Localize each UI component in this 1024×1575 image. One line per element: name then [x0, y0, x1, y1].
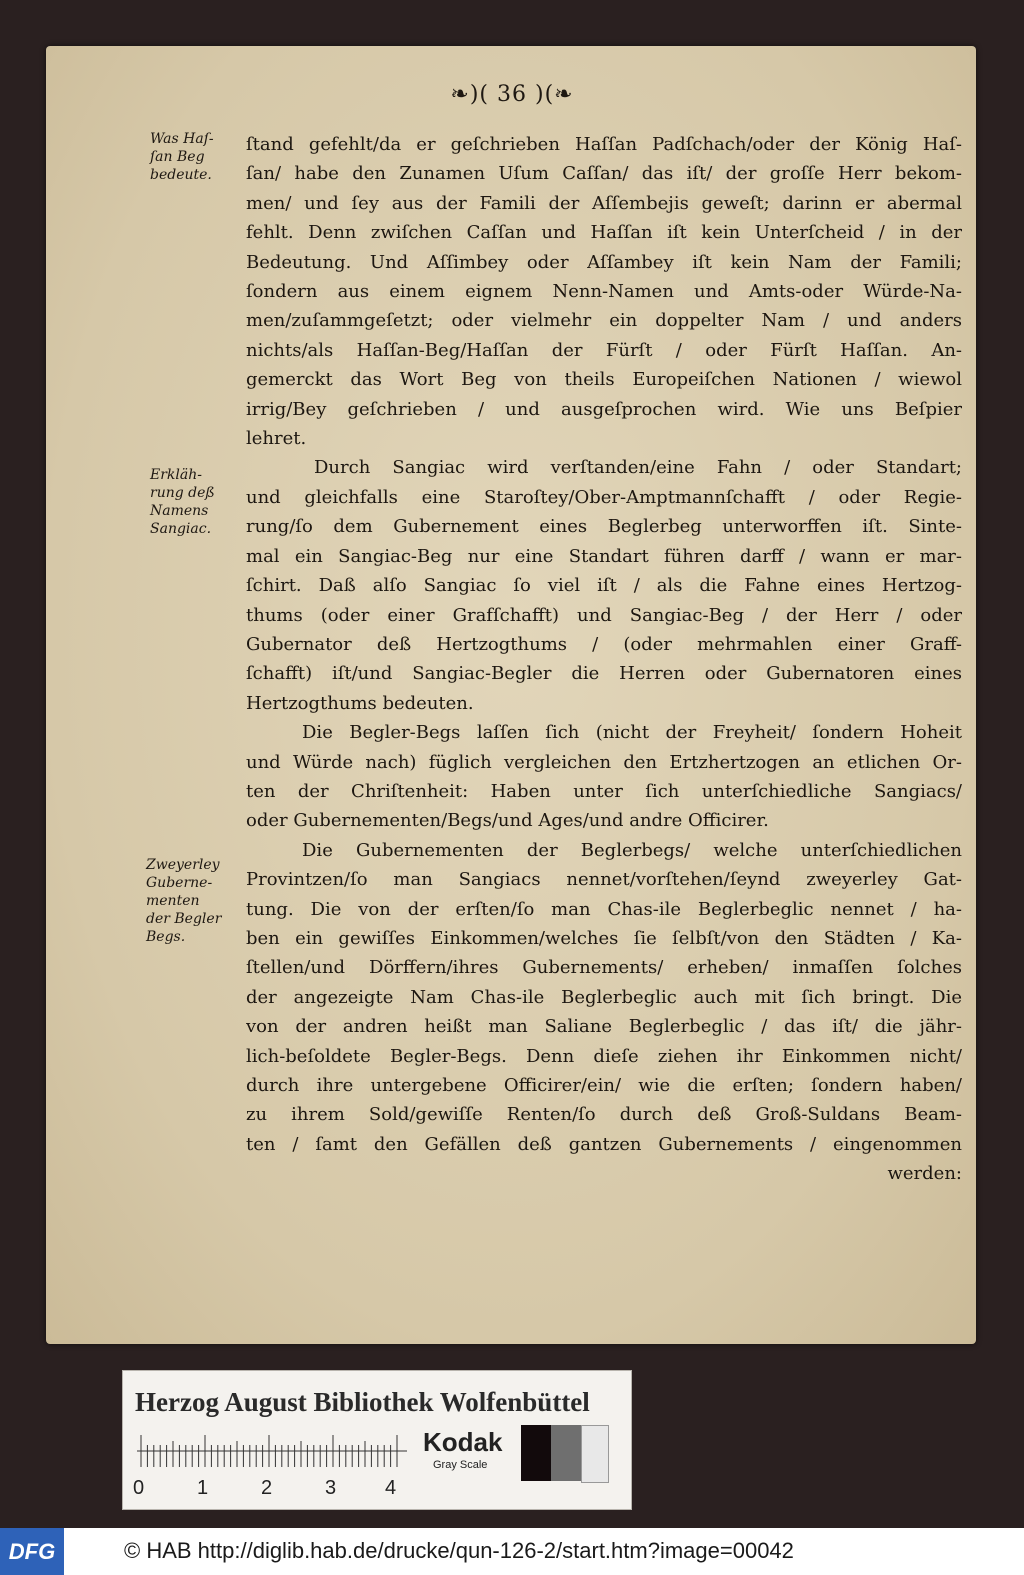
text-line: der angezeigte Nam Chas-ile Beglerbeglic auch mit ſich bringt. Die [246, 986, 962, 1008]
margin-note-3: Zweyerley Guberne- menten der Begler Begs. [146, 857, 222, 945]
text-line: gemerckt das Wort Beg von theils Europeiſchen Nationen / wiewol [246, 369, 962, 391]
text-line: ſan/ habe den Zunamen Uſum Caſſan/ das iſt/ der groſſe Herr bekom- [246, 163, 962, 185]
body-text-block-1 [246, 130, 962, 1189]
text-line: oder Gubernementen/Begs/und Ages/und andre Officirer. [246, 810, 769, 832]
text-line: tung. Die von der erſten/ſo man Chas-ile Beglerbeglic nennet / ha- [246, 898, 962, 920]
text-line: lehret. [246, 428, 307, 450]
text-line: rung/ſo dem Gubernement eines Beglerbeg unterworffen iſt. Sinte- [246, 516, 962, 538]
scale-number-2: 2 [261, 1477, 273, 1499]
text-line: Durch Sangiac wird verſtanden/eine Fahn / oder Standart; [314, 457, 962, 479]
gray-patch-black [521, 1425, 551, 1481]
text-line: von der andren heißt man Saliane Beglerbeglic / das iſt/ die jähr- [246, 1016, 962, 1038]
gray-patch-mid [551, 1425, 581, 1481]
dfg-logo: DFG [0, 1528, 64, 1575]
text-line: ſtellen/und Dörffern/ihres Gubernements/ erheben/ inmaſſen ſolches [246, 957, 962, 979]
viewer-footer [0, 1528, 1024, 1575]
text-line: men/ und ſey aus der Famili der Aſſembejis geweſt; darinn er abermal [246, 192, 962, 214]
text-line: ſchirt. Daß alſo Sangiac ſo viel iſt / als die Fahne eines Hertzog- [246, 575, 962, 597]
text-line: fehlt. Denn zwiſchen Caſſan und Haſſan iſt kein Unterſcheid / in der [246, 222, 962, 244]
text-line: Provintzen/ſo man Sangiacs nennet/vorſtehen/ſeynd zweyerley Gat- [246, 869, 962, 891]
text-line: ſtand gefehlt/da er geſchrieben Haſſan Padſchach/oder der König Haſ- [246, 134, 962, 155]
text-line: Bedeutung. Und Aſſimbey oder Aſſambey iſt kein Nam der Famili; [246, 251, 962, 273]
text-line: Gubernator deß Hertzogthums / (oder mehrmahlen einer Graff- [246, 633, 962, 655]
text-line: irrig/Bey geſchrieben / und ausgeſprochen wird. Wie uns Beſpier [246, 398, 962, 420]
scale-number-3: 3 [325, 1477, 337, 1499]
text-line: ten der Chriſtenheit: Haben unter ſich unterſchiedliche Sangiacs/ [246, 780, 962, 802]
kodak-logo: Kodak [423, 1427, 503, 1457]
text-line: mal ein Sangiac-Beg nur eine Standart führen darff / wann er mar- [246, 545, 962, 567]
text-line: nichts/als Haſſan-Beg/Haſſan der Fürſt / oder Fürſt Haſſan. An- [246, 339, 962, 361]
text-line: ten / ſamt den Gefällen deß gantzen Gubernements / eingenommen [246, 1133, 962, 1155]
text-line: men/zuſammgeſetzt; oder vielmehr ein doppelter Nam / und anders [246, 310, 962, 332]
source-credit-link[interactable]: © HAB http://diglib.hab.de/drucke/qun-126-2/start.htm?image=00042 [124, 1538, 794, 1563]
text-line: Hertzogthums bedeuten. [246, 692, 474, 714]
color-target-card [122, 1370, 632, 1510]
text-line: thums (oder einer Grafſchafft) und Sangiac-Beg / der Herr / oder [246, 604, 962, 626]
text-line: zu ihrem Sold/gewiſſe Renten/ſo durch deß Groß-Suldans Beam- [246, 1104, 962, 1126]
gray-patch-white [581, 1425, 609, 1483]
page-number-header: ❧)( 36 )(❧ [450, 82, 574, 107]
text-line: ſchafft) iſt/und Sangiac-Begler die Herren oder Gubernatoren eines [246, 663, 962, 685]
catchword: werden: [887, 1163, 962, 1185]
scale-number-0: 0 [133, 1477, 145, 1499]
scale-number-1: 1 [197, 1477, 209, 1499]
text-line: ſondern aus einem eignem Nenn-Namen und Amts-oder Würde-Na- [246, 281, 962, 303]
ruler-scale [137, 1431, 407, 1471]
text-line: und Würde nach) füglich vergleichen den Ertzhertzogen an etlichen Or- [246, 751, 962, 773]
text-line: Die Begler-Begs laſſen ſich (nicht der Freyheit/ ſondern Hoheit [302, 722, 962, 744]
text-line: und gleichfalls eine Staroſtey/Ober-Amptmannſchafft / oder Regie- [246, 486, 962, 508]
library-name: Herzog August Bibliothek Wolfenbüttel [135, 1387, 590, 1417]
text-line: Die Gubernementen der Beglerbegs/ welche unterſchiedlichen [302, 839, 962, 861]
text-line: lich-beſoldete Begler-Begs. Denn dieſe ziehen ihr Einkommen nicht/ [246, 1045, 962, 1067]
text-line: durch ihre untergebene Officirer/ein/ wie die erſten; ſondern haben/ [246, 1075, 962, 1096]
margin-note-2: Erkläh- rung deß Namens Sangiac. [150, 467, 215, 537]
gray-scale-label: Gray Scale [433, 1459, 488, 1471]
text-line: ben ein gewiſſes Einkommen/welches ſie ſelbſt/von den Städten / Ka- [246, 927, 962, 949]
scale-number-4: 4 [385, 1477, 397, 1499]
margin-note-1: Was Haſ- ſan Beg bedeute. [150, 131, 214, 183]
